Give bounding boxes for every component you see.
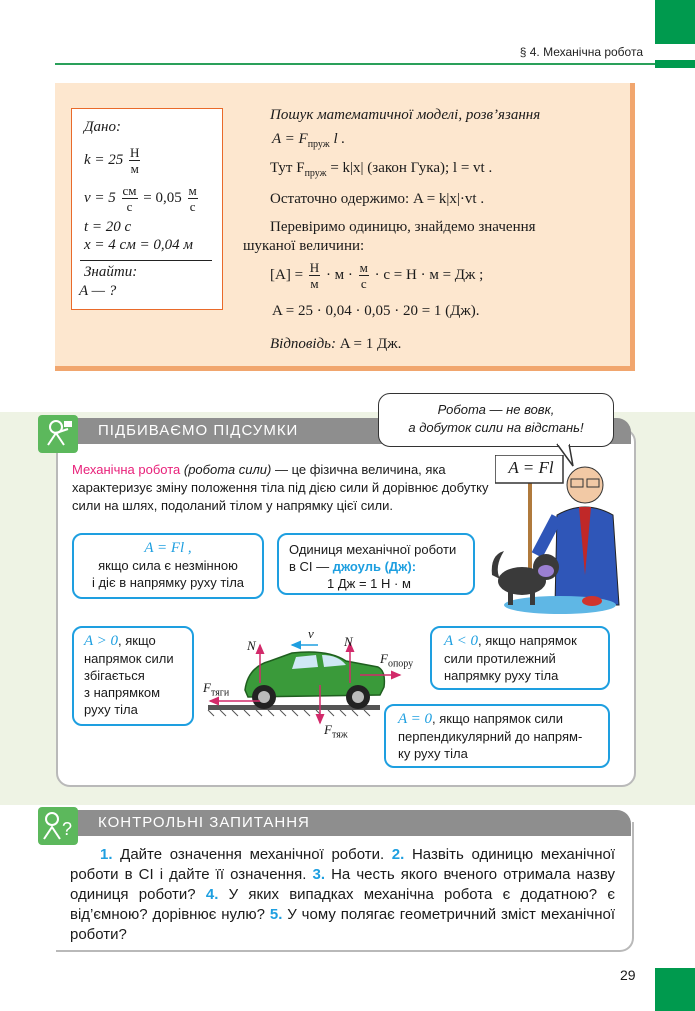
given-title: Дано: xyxy=(84,119,121,135)
definition: Механічна робота (робота сили) — це фізична величина, яка характеризує зміну положення тіла під дією сили й дорівнює добутку сили на шлях, подоланий тілом у напрямку цієї сили. xyxy=(72,462,489,513)
formula-box: A = Fl , якщо сила є незмінною і діє в напрямку руху тіла xyxy=(72,533,264,599)
positive-work-box: A > 0, якщо напрямок сили збігається з напрямком руху тіла xyxy=(72,626,194,726)
label-F-tiahy: $F_{тяги}$ xyxy=(203,680,230,699)
check-units-1: Перевіримо одиницю, знайдемо значення xyxy=(270,219,536,235)
label-F-tiazh: $F_{тяж}$ xyxy=(324,722,348,741)
formula-box-formula: A = Fl , xyxy=(144,540,192,556)
given-box xyxy=(71,108,223,310)
given-t: t = 20 с xyxy=(84,219,132,235)
label-F-opory: $F_{опору}$ xyxy=(380,651,414,670)
cat-illustration xyxy=(480,545,620,615)
header-rule-end xyxy=(655,60,695,68)
page-number: 29 xyxy=(620,967,636,983)
svg-text:?: ? xyxy=(62,819,73,839)
questions-banner xyxy=(56,810,631,836)
section-header: § 4. Механічна робота xyxy=(519,45,643,59)
questions-title: КОНТРОЛЬНІ ЗАПИТАННЯ xyxy=(98,814,310,831)
find-value: A — ? xyxy=(79,283,117,299)
label-N2: N xyxy=(344,634,353,649)
definition-term: Механічна робота xyxy=(72,462,181,477)
hooke-law: Тут $F_{пруж} = k|x|$ (закон Гука); l = vt . xyxy=(270,160,493,179)
find-title: Знайти: xyxy=(84,264,138,280)
header-rule xyxy=(55,63,655,65)
given-divider xyxy=(80,260,212,261)
check-units-2: шуканої величини: xyxy=(243,238,365,254)
thinker-icon xyxy=(38,415,78,453)
page-corner-tab-bottom xyxy=(655,968,695,1011)
units-derivation: [A] = $\frac{Н}{м}$ · м · $\frac{м}{с}$ · с = Н · м = Дж ; xyxy=(270,260,484,291)
car-diagram xyxy=(200,625,410,745)
given-k: k = 25 $\frac{Н}{м}$ xyxy=(84,145,140,176)
summary-title: ПІДБИВАЄМО ПІДСУМКИ xyxy=(98,422,299,439)
given-x: x = 4 см = 0,04 м xyxy=(84,237,193,253)
questions-text: 1. Дайте означення механічної роботи. 2. Назвіть одиницю механічної роботи в СІ і дайте її означення. 3. На честь якого вченого отримала назву одиниця роботи? 4. У яких випадках механічна робота є додатною? є від’ємною? дорівнює нулю? 5. У чому полягає геометричний зміст механічної роботи? xyxy=(70,846,616,943)
unit-box: Одиниця механічної роботи в СІ — джоуль (Дж): 1 Дж = 1 Н · м xyxy=(277,533,475,595)
label-v: v xyxy=(308,626,314,641)
sign-formula: A = Fl xyxy=(508,458,554,477)
page-corner-tab xyxy=(655,0,695,44)
final-formula: Остаточно одержимо: A = k|x|·vt . xyxy=(270,191,485,207)
answer: Відповідь: A = 1 Дж. xyxy=(270,336,402,352)
formula-work: $A = F_{пруж}$ l . xyxy=(272,131,346,150)
questions-icon xyxy=(38,807,78,845)
given-v: v = 5 $\frac{см}{с}$ = 0,05 $\frac{м}{с}$ xyxy=(84,183,197,214)
negative-work-box: A < 0, якщо напрямок сили протилежний напрямку руху тіла xyxy=(430,626,610,690)
speech-text: Робота — не вовк, а добуток сили на відстань! xyxy=(408,402,584,435)
zero-work-box: A = 0, якщо напрямок сили перпендикулярний до напрям- ку руху тіла xyxy=(384,704,610,768)
question-person-icon xyxy=(38,807,78,845)
label-N1: N xyxy=(247,638,256,653)
model-title: Пошук математичної моделі, розв’язання xyxy=(270,107,541,123)
calculation: A = 25 · 0,04 · 0,05 · 20 = 1 (Дж). xyxy=(272,303,480,319)
summary-icon xyxy=(38,415,78,453)
